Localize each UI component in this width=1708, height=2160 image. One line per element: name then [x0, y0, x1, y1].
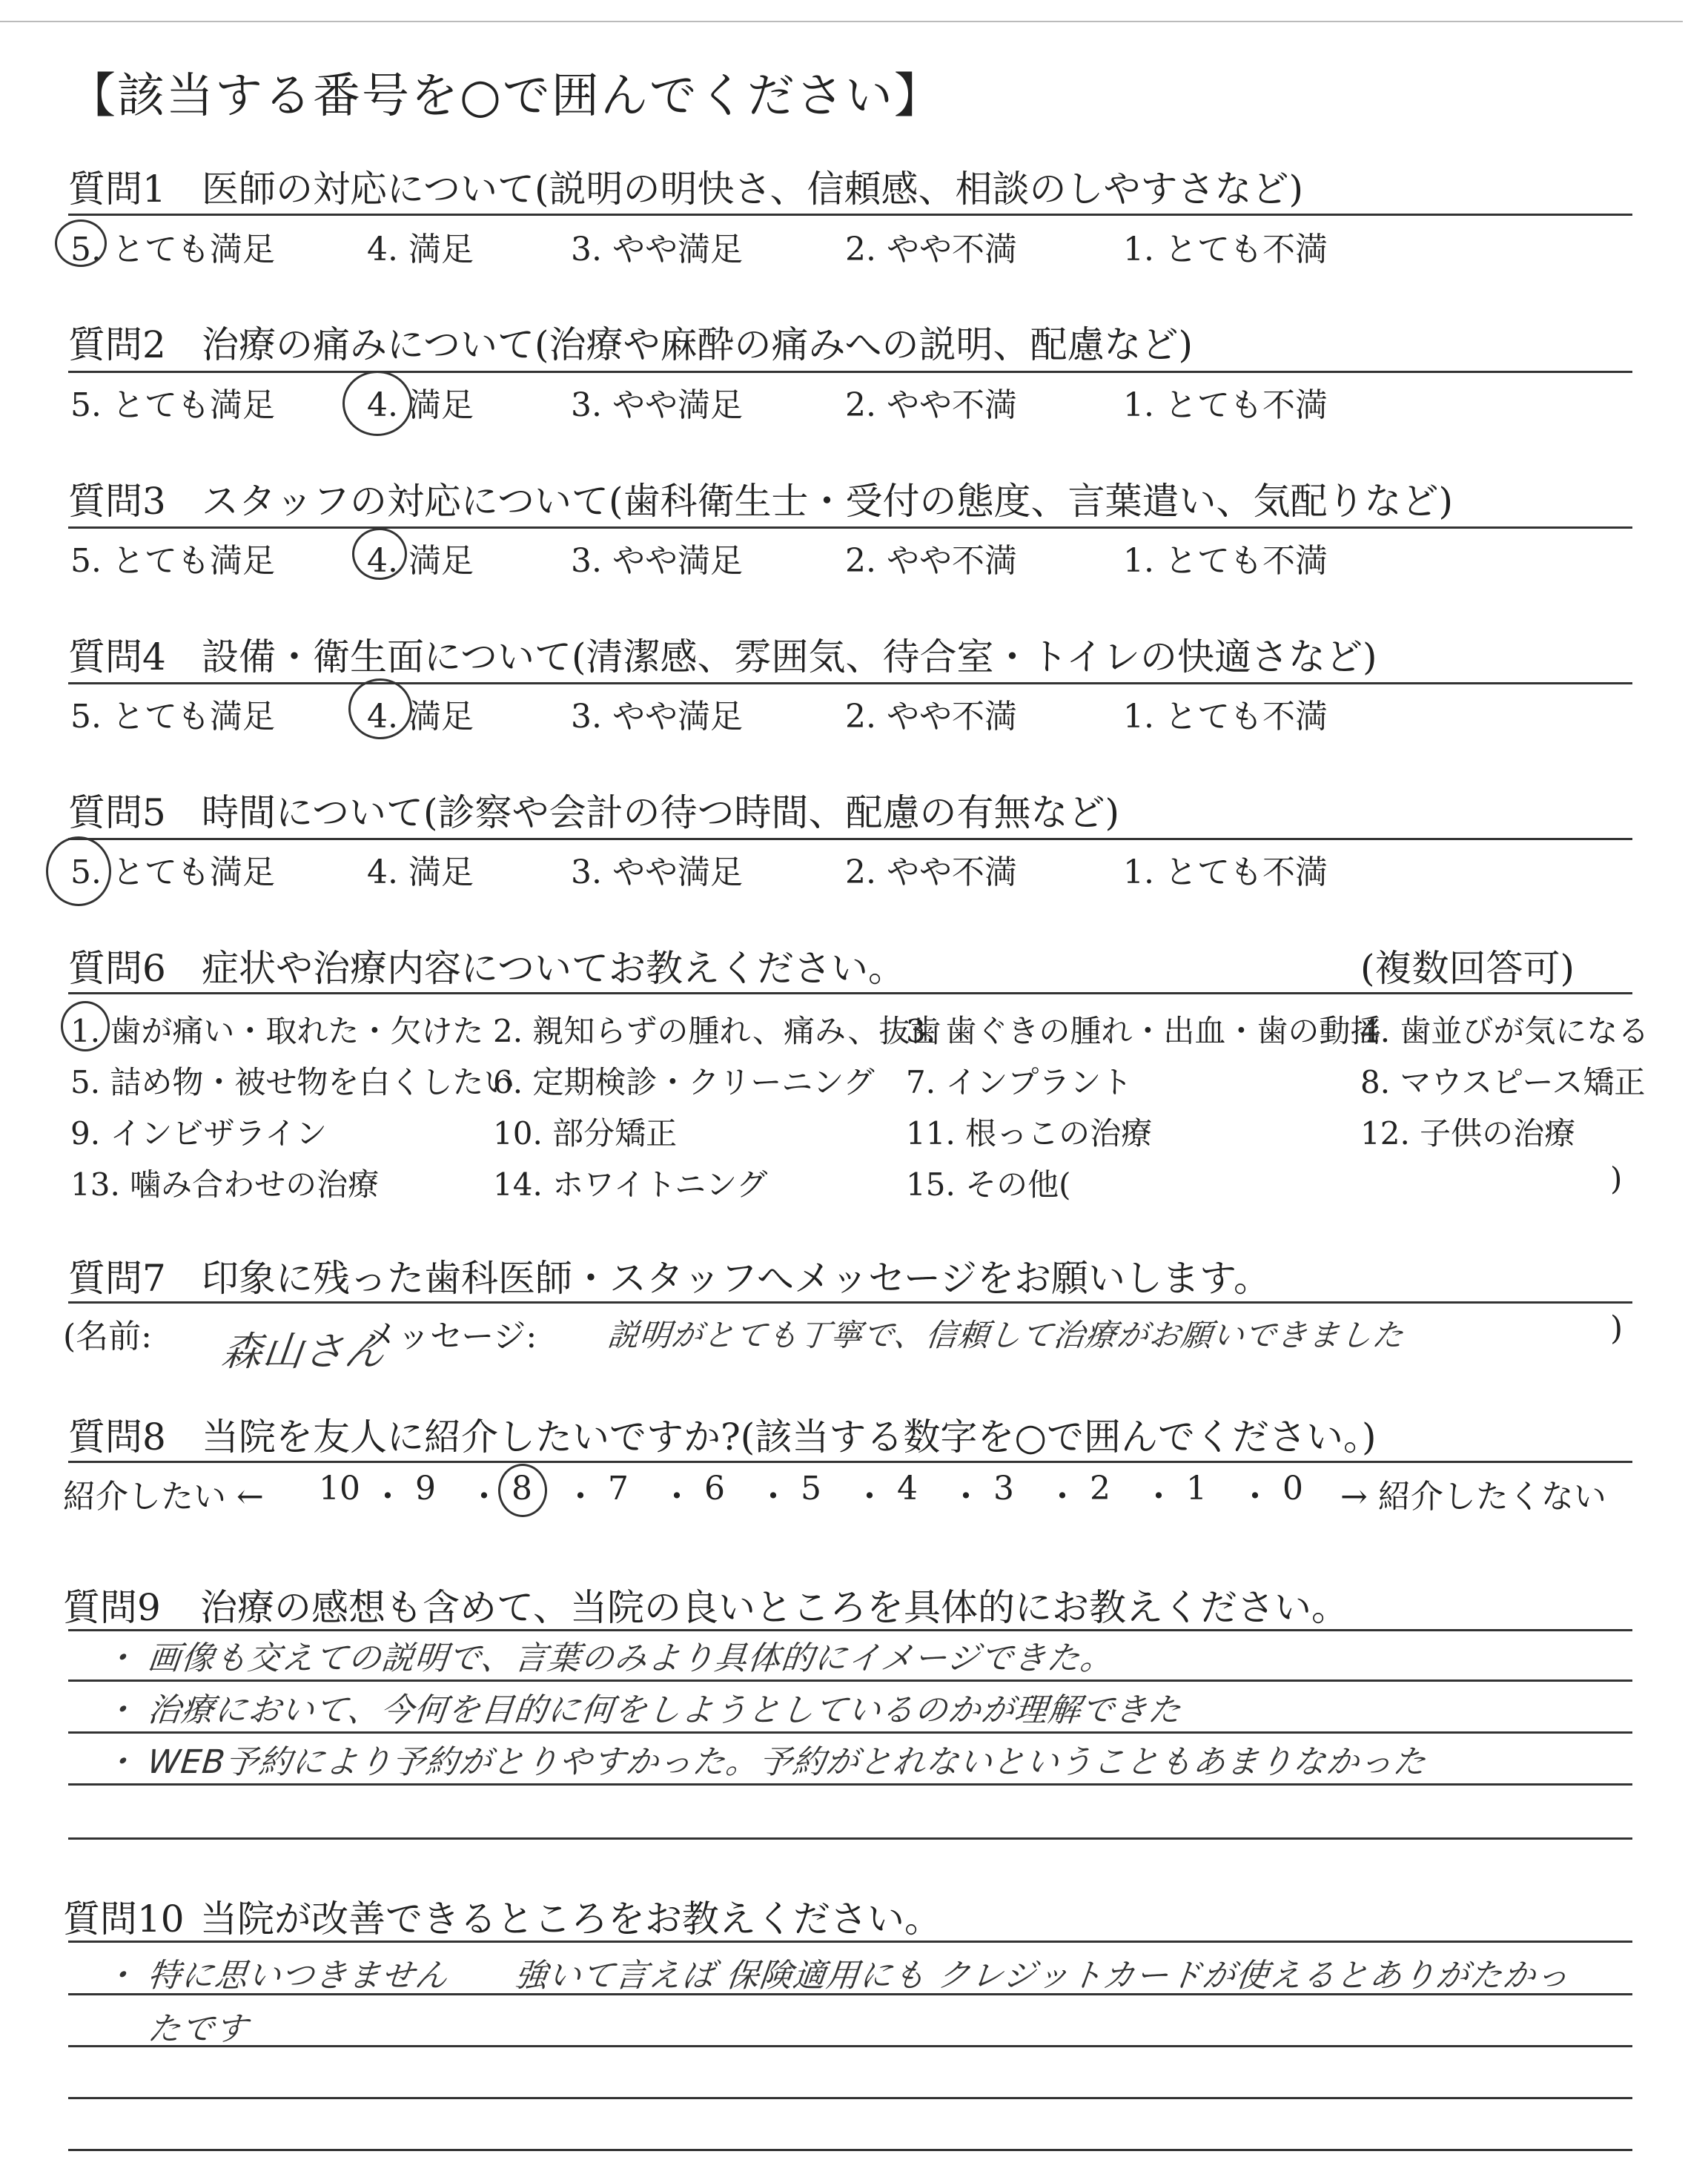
q5-option-5[interactable]: 5. とても満足 [70, 853, 275, 891]
q8-scale-6[interactable]: 6 [704, 1470, 725, 1507]
q7-label: 質問7 [68, 1257, 166, 1300]
q3-option-3[interactable]: 3. やや満足 [571, 542, 743, 580]
q6-item-12[interactable]: 12. 子供の治療 [1360, 1115, 1576, 1152]
q9-answer-3[interactable]: ・ WEB予約により予約がとりやすかった。予約がとれないということもあまりなかった [101, 1743, 1429, 1781]
q8-scale-separator: ・ [1142, 1478, 1175, 1516]
q2-option-5[interactable]: 5. とても満足 [70, 386, 275, 424]
q7-rule [68, 1301, 1632, 1304]
q8-scale-9[interactable]: 9 [415, 1470, 436, 1507]
q4-option-4[interactable]: 4. 満足 [367, 698, 474, 736]
q10-rule-3 [68, 2045, 1632, 2047]
q7-name-label: (名前: [63, 1318, 152, 1355]
q4-rule [68, 682, 1632, 684]
q6-item-5[interactable]: 5. 詰め物・被せ物を白くしたい [70, 1064, 515, 1100]
q5-rule [68, 838, 1632, 840]
q10-label: 質問10 [63, 1898, 185, 1941]
q2-option-3[interactable]: 3. やや満足 [571, 386, 743, 424]
q6-item-3[interactable]: 3. 歯ぐきの腫れ・出血・歯の動揺 [906, 1013, 1382, 1049]
q8-scale-1[interactable]: 1 [1186, 1470, 1207, 1507]
q6-selected-circle [61, 1001, 110, 1051]
q4-label: 質問4 [68, 635, 166, 678]
q1-option-2[interactable]: 2. やや不満 [845, 231, 1017, 268]
q6-item-11[interactable]: 11. 根っこの治療 [906, 1115, 1153, 1152]
q5-option-3[interactable]: 3. やや満足 [571, 853, 743, 891]
q2-option-4[interactable]: 4. 満足 [367, 386, 474, 424]
q1-option-1[interactable]: 1. とても不満 [1123, 231, 1328, 268]
q3-option-4[interactable]: 4. 満足 [367, 542, 474, 580]
q9-answer-1[interactable]: ・ 画像も交えての説明で、言葉のみより具体的にイメージできた。 [101, 1639, 1116, 1677]
q8-scale-0[interactable]: 0 [1282, 1470, 1303, 1507]
q3-rule [68, 526, 1632, 529]
q8-selected-circle [498, 1464, 547, 1517]
q8-scale-separator: ・ [757, 1478, 790, 1516]
q8-scale-separator: ・ [661, 1478, 693, 1516]
q9-rule-3 [68, 1731, 1632, 1734]
q8-left-label: 紹介したい ← [63, 1478, 264, 1516]
q1-option-5[interactable]: 5. とても満足 [70, 231, 275, 268]
q6-item-10[interactable]: 10. 部分矯正 [493, 1115, 678, 1152]
q8-scale-separator: ・ [564, 1478, 597, 1516]
q6-item-13[interactable]: 13. 噛み合わせの治療 [70, 1166, 380, 1203]
q1-selected-circle [55, 219, 107, 267]
q9-text: 治療の感想も含めて、当院の良いところを具体的にお教えください。 [200, 1586, 1348, 1629]
q3-option-2[interactable]: 2. やや不満 [845, 542, 1017, 580]
q10-answer-1[interactable]: ・ 特に思いつきません 強いて言えば 保険適用にも クレジットカードが使えるとありがたかっ [101, 1957, 1572, 1995]
q8-scale-2[interactable]: 2 [1090, 1470, 1110, 1507]
q4-option-5[interactable]: 5. とても満足 [70, 698, 275, 736]
q7-text: 印象に残った歯科医師・スタッフへメッセージをお願いします。 [202, 1257, 1271, 1300]
q9-rule-4 [68, 1783, 1632, 1786]
q8-rule [68, 1461, 1632, 1463]
q9-label: 質問9 [63, 1586, 161, 1629]
q4-text: 設備・衛生面について(清潔感、雰囲気、待合室・トイレの快適さなど) [202, 635, 1377, 678]
q8-scale-separator: ・ [1239, 1478, 1271, 1516]
q6-item-8[interactable]: 8. マウスピース矯正 [1360, 1064, 1646, 1100]
q4-option-1[interactable]: 1. とても不満 [1123, 698, 1328, 736]
q6-item-15-close-paren: ) [1610, 1160, 1623, 1197]
q8-label: 質問8 [68, 1416, 166, 1459]
q1-option-3[interactable]: 3. やや満足 [571, 231, 743, 268]
q10-rule-4 [68, 2097, 1632, 2099]
q2-label: 質問2 [68, 323, 166, 366]
q8-scale-separator: ・ [853, 1478, 886, 1516]
q6-multiple-note: (複数回答可) [1360, 947, 1575, 990]
q4-option-2[interactable]: 2. やや不満 [845, 698, 1017, 736]
q2-option-1[interactable]: 1. とても不満 [1123, 386, 1328, 424]
q3-text: スタッフの対応について(歯科衛生士・受付の態度、言葉遣い、気配りなど) [202, 480, 1454, 523]
q6-item-15[interactable]: 15. その他( [906, 1166, 1071, 1203]
q10-answer-2[interactable]: たです [145, 2010, 251, 2048]
q6-item-6[interactable]: 6. 定期検診・クリーニング [493, 1064, 875, 1100]
q3-label: 質問3 [68, 480, 166, 523]
q10-text: 当院が改善できるところをお教えください。 [200, 1898, 941, 1941]
q9-rule-5 [68, 1837, 1632, 1840]
q8-text: 当院を友人に紹介したいですか?(該当する数字を○で囲んでください。) [202, 1416, 1377, 1459]
q2-option-2[interactable]: 2. やや不満 [845, 386, 1017, 424]
q8-scale-4[interactable]: 4 [897, 1470, 918, 1507]
q6-label: 質問6 [68, 947, 166, 990]
q1-label: 質問1 [68, 168, 166, 211]
q8-scale-separator: ・ [468, 1478, 500, 1516]
q3-option-1[interactable]: 1. とても不満 [1123, 542, 1328, 580]
q8-scale-separator: ・ [950, 1478, 982, 1516]
q2-text: 治療の痛みについて(治療や麻酔の痛みへの説明、配慮など) [202, 323, 1194, 366]
q9-answer-2[interactable]: ・ 治療において、今何を目的に何をしようとしているのかが理解できた [101, 1691, 1184, 1729]
q6-item-1[interactable]: 1. 歯が痛い・取れた・欠けた [70, 1013, 484, 1049]
q6-item-7[interactable]: 7. インプラント [906, 1064, 1133, 1100]
q4-selected-circle [348, 678, 412, 739]
q8-scale-8[interactable]: 8 [512, 1470, 532, 1507]
q5-option-4[interactable]: 4. 満足 [367, 853, 474, 891]
page-title: 【該当する番号を○で囲んでください】 [68, 69, 943, 124]
q1-rule [68, 214, 1632, 216]
q3-selected-circle [352, 528, 407, 580]
q5-option-2[interactable]: 2. やや不満 [845, 853, 1017, 891]
q8-right-label: → 紹介したくない [1340, 1478, 1606, 1516]
q7-name-value[interactable]: 森山さん [219, 1328, 388, 1375]
q8-scale-separator: ・ [1046, 1478, 1079, 1516]
q8-scale-7[interactable]: 7 [608, 1470, 629, 1507]
q7-message-label: メッセージ: [365, 1318, 537, 1355]
top-border [0, 21, 1683, 22]
q2-selected-circle [342, 371, 412, 436]
q8-scale-3[interactable]: 3 [993, 1470, 1014, 1507]
q3-option-5[interactable]: 5. とても満足 [70, 542, 275, 580]
q1-text: 医師の対応について(説明の明快さ、信頼感、相談のしやすさなど) [202, 168, 1304, 211]
q7-message-value[interactable]: 説明がとても丁寧で、信頼して治療がお願いできました [606, 1317, 1406, 1353]
q6-item-2[interactable]: 2. 親知らずの腫れ、痛み、抜歯 [493, 1013, 941, 1049]
q8-scale-separator: ・ [371, 1478, 404, 1516]
q6-text: 症状や治療内容についてお教えください。 [202, 947, 905, 990]
q8-scale-5[interactable]: 5 [801, 1470, 821, 1507]
q5-option-1[interactable]: 1. とても不満 [1123, 853, 1328, 891]
q9-rule-2 [68, 1680, 1632, 1682]
q6-item-4[interactable]: 4. 歯並びが気になる [1360, 1013, 1649, 1049]
q10-rule-1 [68, 1941, 1632, 1943]
q6-item-9[interactable]: 9. インビザライン [70, 1115, 328, 1152]
q4-option-3[interactable]: 3. やや満足 [571, 698, 743, 736]
q5-label: 質問5 [68, 791, 166, 834]
q1-option-4[interactable]: 4. 満足 [367, 231, 474, 268]
q8-scale-10[interactable]: 10 [319, 1470, 360, 1507]
q6-rule [68, 992, 1632, 994]
q7-close-paren: ) [1610, 1309, 1623, 1347]
q10-rule-5 [68, 2149, 1632, 2151]
q5-selected-circle [46, 836, 111, 906]
q6-item-14[interactable]: 14. ホワイトニング [493, 1166, 768, 1203]
q5-text: 時間について(診察や会計の待つ時間、配慮の有無など) [202, 791, 1120, 834]
q2-rule [68, 371, 1632, 373]
